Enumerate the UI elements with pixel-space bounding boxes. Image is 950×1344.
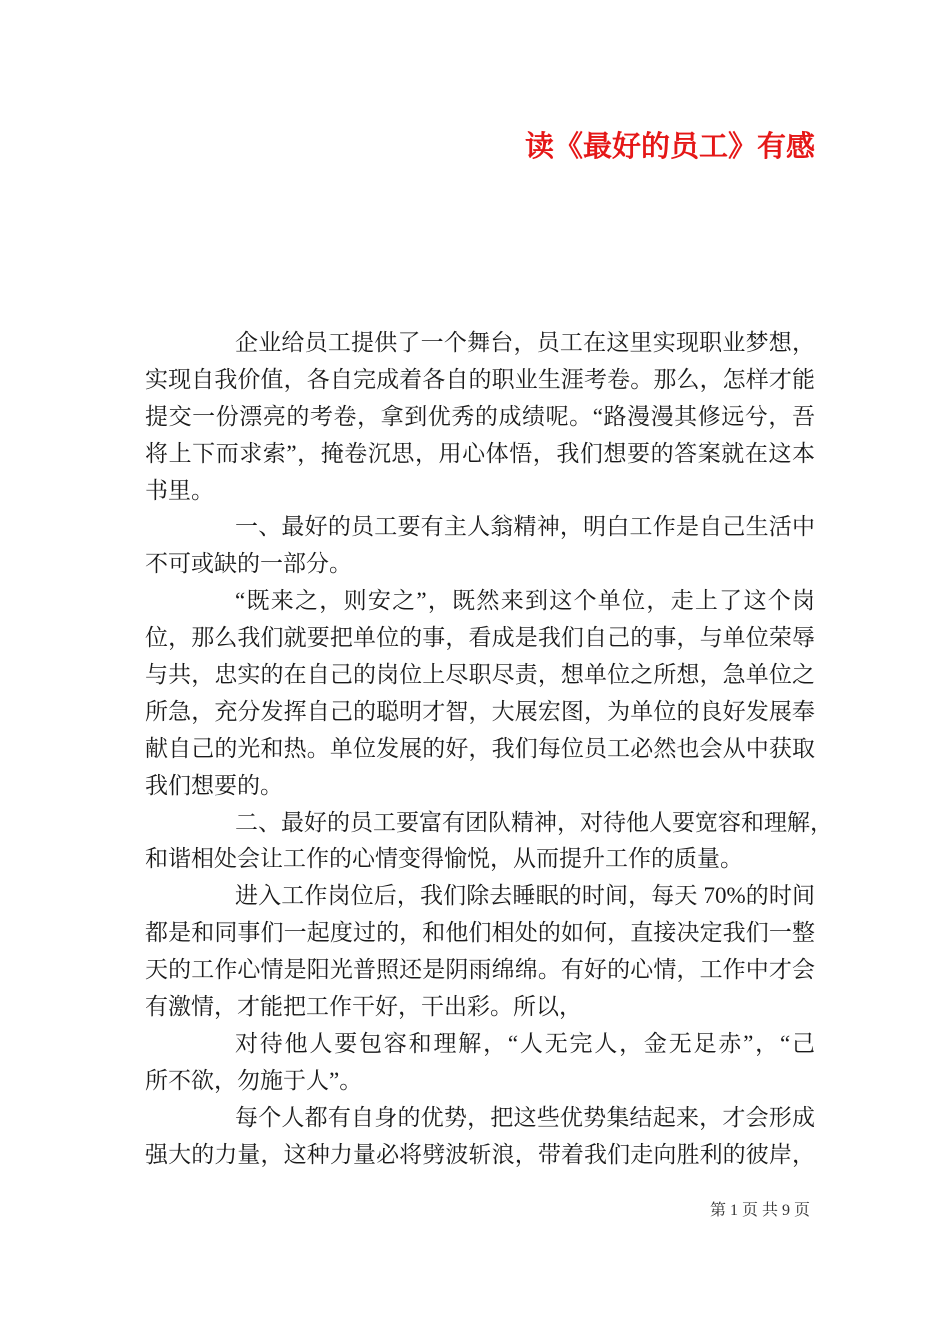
document-body — [145, 325, 833, 1173]
text-line: 不可或缺的一部分。 — [145, 551, 352, 577]
text-line: 所不欲，勿施于人”。 — [145, 1067, 363, 1093]
text-line: 献自己的光和热。单位发展的好，我们每位员工必然也会从中获取 — [145, 735, 815, 761]
text-line: 一、最好的员工要有主人翁精神，明白工作是自己生活中 — [235, 514, 815, 540]
text-line: 所急，充分发挥自己的聪明才智，大展宏图，为单位的良好发展奉 — [145, 698, 815, 724]
page-footer — [710, 1199, 810, 1223]
text-line: 都是和同事们一起度过的，和他们相处的如何，直接决定我们一整 — [145, 920, 815, 946]
text-line: 将上下而求索”，掩卷沉思，用心体悟，我们想要的答案就在这本 — [145, 440, 815, 466]
text-line: 进入工作岗位后，我们除去睡眠的时间，每天 70%的时间 — [235, 883, 815, 909]
text-line: 有激情，才能把工作干好，干出彩。所以， — [145, 994, 582, 1020]
text-line: 位，那么我们就要把单位的事，看成是我们自己的事，与单位荣辱 — [145, 625, 815, 651]
text-line: 和谐相处会让工作的心情变得愉悦，从而提升工作的质量。 — [145, 846, 743, 872]
text-line: 强大的力量，这种力量必将劈波斩浪，带着我们走向胜利的彼岸， — [145, 1141, 815, 1167]
text-line: “既来之，则安之”，既然来到这个单位，走上了这个岗 — [235, 588, 815, 614]
text-line: 提交一份漂亮的考卷，拿到优秀的成绩呢。“路漫漫其修远兮，吾 — [145, 403, 815, 429]
text-line: 我们想要的。 — [145, 772, 283, 798]
text-line: 与共，忠实的在自己的岗位上尽职尽责，想单位之所想，急单位之 — [145, 662, 815, 688]
text-line: 对待他人要包容和理解，“人无完人，金无足赤”，“己 — [235, 1030, 815, 1056]
text-line: 书里。 — [145, 477, 214, 503]
text-line: 二、最好的员工要富有团队精神，对待他人要宽容和理解， — [235, 809, 833, 835]
text-line: 天的工作心情是阳光普照还是阴雨绵绵。有好的心情，工作中才会 — [145, 957, 815, 983]
page-title: 读《最好的员工》有感 — [524, 131, 815, 163]
text-line: 实现自我价值，各自完成着各自的职业生涯考卷。那么，怎样才能 — [145, 366, 815, 392]
text-line: 企业给员工提供了一个舞台，员工在这里实现职业梦想， — [235, 330, 815, 355]
text-line: 每个人都有自身的优势，把这些优势集结起来，才会形成 — [235, 1104, 815, 1130]
page-number-label: 第 1 页 共 9 页 — [709, 1202, 810, 1219]
